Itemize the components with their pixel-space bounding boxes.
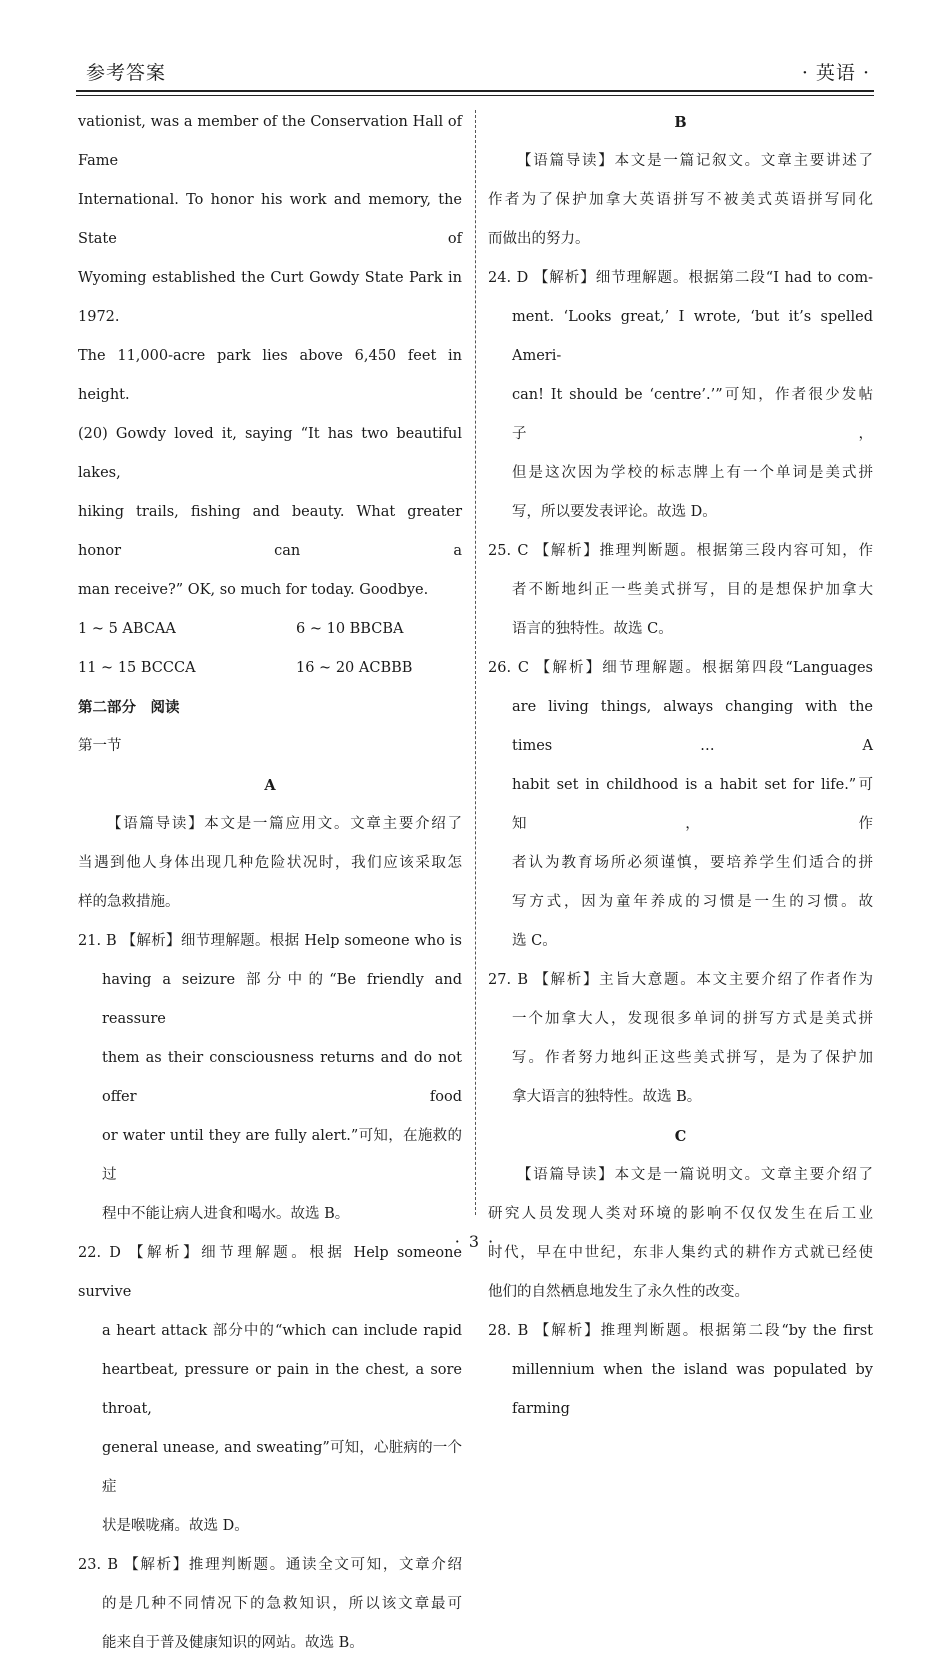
header-rule-thin [76,95,874,96]
page-header [76,58,874,88]
text-line: 【语篇导读】本文是一篇应用文。文章主要介绍了 [107,816,462,832]
section-title: 第一节 [78,738,122,754]
text-line: International. To honor his work and memory, the State of [78,192,462,247]
text-line: 样的急救措施。 [78,894,180,910]
text-line: 时代，早在中世纪，东非人集约式的耕作方式就已经使 [488,1245,873,1261]
question-26-explanation [488,649,873,961]
text-line: millennium when the island was populated by farming [512,1362,873,1417]
text-line: 一个加拿大人，发现很多单词的拼写方式是美式拼 [512,1011,873,1027]
answer-range: 11 ~ 15 BCCCA [78,660,196,676]
text-line: 【语篇导读】本文是一篇记叙文。文章主要讲述了 [517,153,873,169]
header-subject: · 英语 · [801,62,870,84]
text-line: 拿大语言的独特性。故选 B。 [512,1089,702,1105]
header-title: 参考答案 [86,62,167,84]
text-line: ment. ‘Looks great,’ I wrote, ‘but it’s spelled Ameri- [512,309,873,364]
text-line: 能来自于普及健康知识的网站。故选 B。 [102,1635,364,1651]
question-25-explanation [488,532,873,649]
text-line: Wyoming established the Curt Gowdy State Park in 1972. [78,270,462,325]
answer-row [78,649,462,688]
text-line: having a seizure 部分中的“Be friendly and reassure [102,972,462,1027]
right-column [488,103,873,1429]
text-line: 选 C。 [512,933,557,949]
text-line: 语言的独特性。故选 C。 [512,621,673,637]
text-line: (20) Gowdy loved it, saying “It has two beautiful lakes, [78,426,462,481]
text-line: 27. B 【解析】主旨大意题。本文主要介绍了作者作为 [488,972,873,988]
text-line: 他们的自然栖息地发生了永久性的改变。 [488,1284,749,1300]
left-column [78,103,462,1663]
text-line: 程中不能让病人进食和喝水。故选 B。 [102,1206,350,1222]
page-number: · 3 · [454,1232,496,1251]
answer-row [78,610,462,649]
question-21-explanation [78,922,462,1234]
text-line: 而做出的努力。 [488,231,590,247]
passage-a-guide [78,805,462,922]
text-line: general unease, and sweating”可知，心脏病的一个症 [102,1440,462,1495]
text-line: vationist, was a member of the Conservation Hall of Fame [78,114,462,169]
answer-key [78,610,462,688]
question-23-explanation [78,1546,462,1663]
text-line: them as their consciousness returns and do not offer food [102,1050,462,1105]
column-divider [475,110,476,1215]
text-line: 写，所以要发表评论。故选 D。 [512,504,717,520]
question-24-explanation [488,259,873,532]
question-27-explanation [488,961,873,1117]
text-line: habit set in childhood is a habit set for life.”可知，作 [512,777,873,832]
text-line: man receive?” OK, so much for today. Goodbye. [78,582,429,598]
text-line: 作者为了保护加拿大英语拼写不被美式英语拼写同化 [488,192,873,208]
text-line: heartbeat, pressure or pain in the chest, a sore throat, [102,1362,462,1417]
text-line: 21. B 【解析】细节理解题。根据 Help someone who is [78,933,462,949]
text-line: 写方式，因为童年养成的习惯是一生的习惯。故 [512,894,873,910]
text-line: can! It should be ‘centre’.’”可知，作者很少发帖子， [512,387,873,442]
text-line: 24. D 【解析】细节理解题。根据第二段“I had to com- [488,270,873,286]
text-line: 【语篇导读】本文是一篇说明文。文章主要介绍了 [517,1167,873,1183]
passage-letter-a: A [264,777,276,794]
text-line: 但是这次因为学校的标志牌上有一个单词是美式拼 [512,465,873,481]
question-28-explanation [488,1312,873,1429]
passage-letter-c: C [674,1128,687,1145]
text-line: hiking trails, fishing and beauty. What greater honor can a [78,504,462,559]
text-line: 者不断地纠正一些美式拼写，目的是想保护加拿大 [512,582,873,598]
listening-transcript-end [78,103,462,610]
passage-letter-b: B [674,114,687,131]
text-line: 28. B 【解析】推理判断题。根据第二段“by the first [488,1323,873,1339]
text-line: 当遇到他人身体出现几种危险状况时，我们应该采取怎 [78,855,462,871]
text-line: 22. D 【解析】细节理解题。根据 Help someone survive [78,1245,462,1300]
passage-b-guide [488,142,873,259]
question-22-explanation [78,1234,462,1546]
answer-range: 16 ~ 20 ACBBB [296,660,413,676]
text-line: 写。作者努力地纠正这些美式拼写，是为了保护加 [512,1050,873,1066]
text-line: 状是喉咙痛。故选 D。 [102,1518,249,1534]
text-line: 者认为教育场所必须谨慎，要培养学生们适合的拼 [512,855,873,871]
part-title: 第二部分 阅读 [78,699,180,716]
text-line: 25. C 【解析】推理判断题。根据第三段内容可知，作 [488,543,873,559]
text-line: 的是几种不同情况下的急救知识，所以该文章最可 [102,1596,462,1612]
answer-range: 6 ~ 10 BBCBA [296,621,404,637]
text-line: a heart attack 部分中的“which can include rapid [102,1323,462,1339]
text-line: are living things, always changing with the times … A [512,699,873,754]
text-line: or water until they are fully alert.”可知，在施救的过 [102,1128,462,1183]
text-line: The 11,000-acre park lies above 6,450 feet in height. [78,348,462,403]
text-line: 23. B 【解析】推理判断题。通读全文可知，文章介绍 [78,1557,462,1573]
text-line: 26. C 【解析】细节理解题。根据第四段“Languages [488,660,873,676]
header-rule-thick [76,90,874,92]
text-line: 研究人员发现人类对环境的影响不仅仅发生在后工业 [488,1206,873,1222]
answer-range: 1 ~ 5 ABCAA [78,621,176,637]
